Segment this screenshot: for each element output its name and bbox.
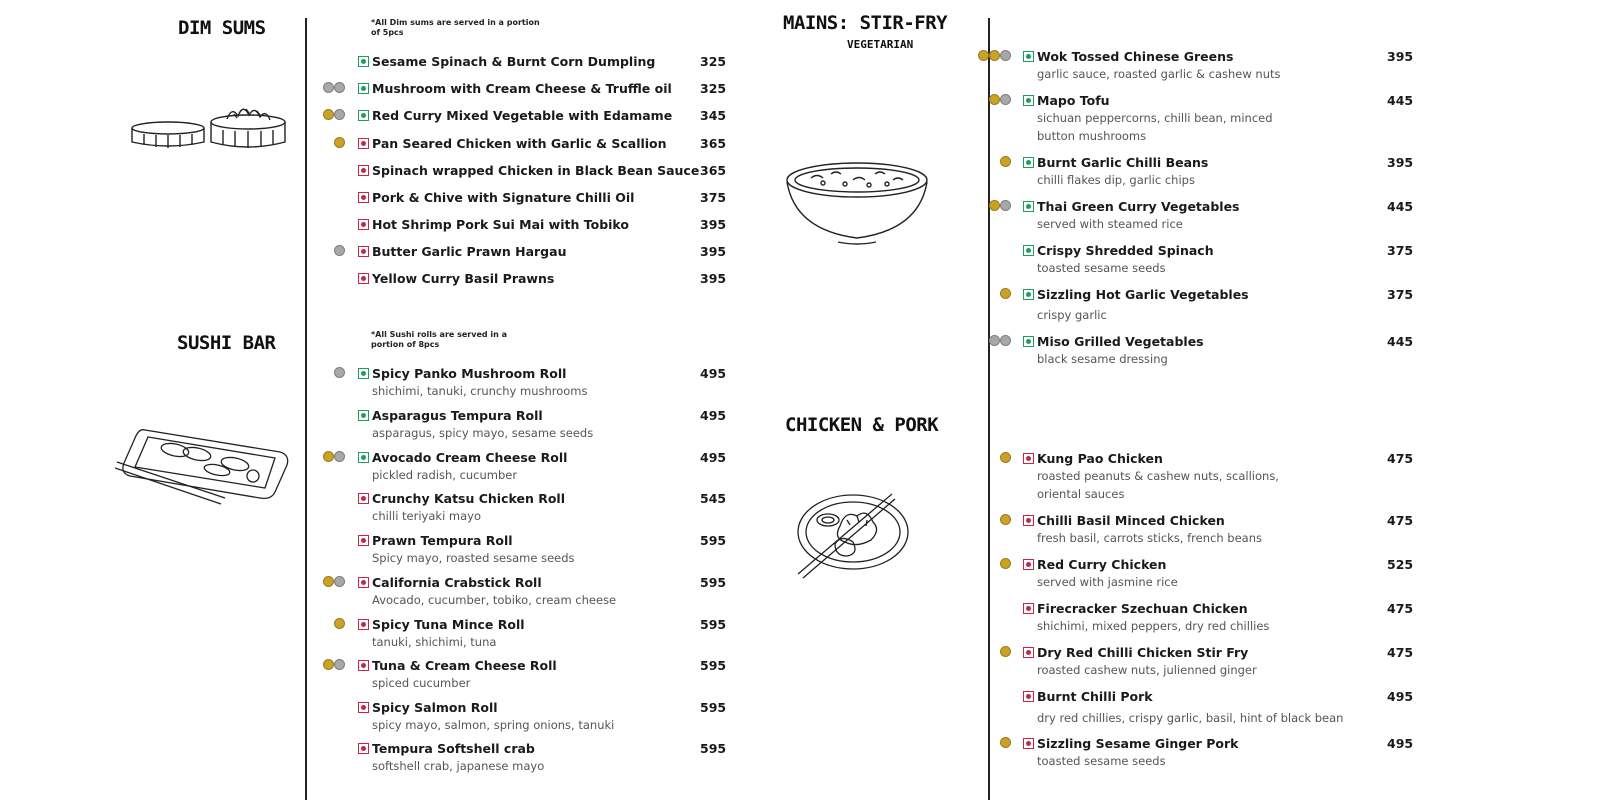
item-price: 395 [700, 271, 727, 286]
item-price: 365 [700, 163, 727, 178]
item-price: 325 [700, 81, 727, 96]
item-price: 365 [700, 136, 727, 151]
chilli-icon [323, 576, 334, 587]
nonveg-icon [1023, 603, 1034, 614]
mains-stir-fry-heading: MAINS: STIR-FRY [783, 12, 948, 34]
item-description: toasted sesame seeds [1037, 261, 1166, 275]
info-icon [323, 82, 334, 93]
item-price: 395 [1387, 49, 1414, 64]
item-price: 375 [700, 190, 727, 205]
sushi-bar-heading: SUSHI BAR [177, 332, 276, 354]
veg-icon [1023, 201, 1034, 212]
item-description: pickled radish, cucumber [372, 468, 518, 482]
item-description: Spicy mayo, roasted sesame seeds [372, 551, 575, 565]
item-description: spicy mayo, salmon, spring onions, tanuki [372, 718, 615, 732]
chicken-pork-heading: CHICKEN & PORK [785, 414, 939, 436]
nonveg-icon [358, 493, 369, 504]
item-description: shichimi, mixed peppers, dry red chillies [1037, 619, 1270, 633]
chilli-icon [1000, 452, 1011, 463]
chilli-icon [323, 451, 334, 462]
menu-page: DIM SUMS *All Dim sums are served in a portion of 5pcs Sesame Spinach & Burnt Corn Dumpling 325 Mushroom with Cream Cheese & Truffle oil 325 Red Curry Mixed Vegetable with Edamame 345 Pan Seared Chicken with Garlic & Scallion 365 Spinach wrapped Chicken in Black Bean Sauce 365 Pork & Chive with Signature Chilli Oil 375 Hot Shrimp Pork Sui Mai with Tobiko 395 Butter Garlic Prawn Hargau 395 Yellow Curry Basil Prawns 395 SUSHI BAR *All Sushi rolls are served in a portion of 8pcs Spicy Panko Mushroom Roll shichimi, tanuki, crunchy mushrooms 495 Asparagus Tempura Roll asparagus, spicy mayo, sesame seeds 495 Avocado Cream Cheese Roll pickled radish, cucumber 495 Crunchy Katsu Chicken Roll chilli teriyaki mayo 545 Prawn Tempura Roll Spicy mayo, roasted sesame seeds 595 California Crabstick Roll Avocado, cucumber, tobiko, cream cheese 595 Spicy Tuna Mince Roll tanuki, shichimi, tuna 595 Tuna & Cream Cheese Roll spiced cucumber 595 Spicy Salmon Roll spicy mayo, salmon, spring onions, tanuki 595 Tempura Softshell crab softshell crab, japanese mayo 595 MAINS: STIR-FRY VEGETARIAN Wok Tossed Chinese Greens garlic sauce, roasted garlic & cashew nuts 395 Mapo Tofu sichuan peppercorns, chilli bean, minced button mushrooms 445 Burnt Garlic Chilli Beans chilli flakes dip, garlic chips 395 Thai Green Curry Vegetables served with steamed rice 445 Crispy Shredded Spinach toasted sesame seeds 375 Sizzling Hot Garlic Vegetables crispy garlic 375 Miso Grilled Vegetables black sesame dressing 445 CHICKEN & PORK Kung Pao Chicken roasted peanuts & cashew nuts, scallions, oriental sauces 475 Chilli Basil Minced Chicken fresh basil, carrots sticks, french beans 475 Red Curry Chicken served with jasmine rice 525 Firecracker Szechuan Chicken shichimi, mixed peppers, dry red chillies 475 Dry Red Chilli Chicken Stir Fry roasted cashew nuts, julienned ginger 475 Burnt Chilli Pork dry red chillies, crispy garlic, basil, hint of black bean 495 Sizzling Sesame Ginger Pork toasted sesame seeds 495 [105, 0, 1475, 800]
nonveg-icon [358, 702, 369, 713]
dim-sums-heading: DIM SUMS [178, 17, 266, 39]
nonveg-icon [358, 619, 369, 630]
item-description: served with steamed rice [1037, 217, 1183, 231]
item-description: chilli teriyaki mayo [372, 509, 482, 523]
info-icon [334, 451, 345, 462]
sushi-bar-note: *All Sushi rolls are served in a portion of 8pcs [371, 330, 508, 349]
item-price: 475 [1387, 451, 1414, 466]
info-icon [334, 82, 345, 93]
nonveg-icon [358, 273, 369, 284]
item-price: 595 [700, 617, 727, 632]
veg-icon [1023, 289, 1034, 300]
veg-icon [358, 410, 369, 421]
nonveg-icon [1023, 647, 1034, 658]
item-price: 375 [1387, 287, 1414, 302]
item-price: 595 [700, 741, 727, 756]
soup-bowl-icon [783, 158, 931, 246]
item-price: 375 [1387, 243, 1414, 258]
item-price: 545 [700, 491, 727, 506]
steamer-basket-icon [130, 100, 290, 155]
chilli-icon [334, 618, 345, 629]
nonveg-icon [358, 743, 369, 754]
item-price: 475 [1387, 645, 1414, 660]
veg-icon [1023, 95, 1034, 106]
chilli-icon [989, 50, 1000, 61]
item-price: 325 [700, 54, 727, 69]
item-price: 495 [700, 408, 727, 423]
item-description: spiced cucumber [372, 676, 471, 690]
item-description: tanuki, shichimi, tuna [372, 635, 497, 649]
info-icon [334, 659, 345, 670]
item-description: shichimi, tanuki, crunchy mushrooms [372, 384, 588, 398]
chilli-icon [1000, 646, 1011, 657]
nonveg-icon [358, 535, 369, 546]
item-description: Avocado, cucumber, tobiko, cream cheese [372, 593, 617, 607]
item-price: 495 [1387, 689, 1414, 704]
info-icon [334, 576, 345, 587]
item-price: 445 [1387, 334, 1414, 349]
item-price: 445 [1387, 199, 1414, 214]
info-icon [334, 367, 345, 378]
chilli-icon [1000, 737, 1011, 748]
veg-icon [1023, 336, 1034, 347]
item-description: fresh basil, carrots sticks, french beans [1037, 531, 1262, 545]
info-icon [334, 109, 345, 120]
item-price: 345 [700, 108, 727, 123]
item-price: 475 [1387, 513, 1414, 528]
veg-icon [358, 110, 369, 121]
dumpling-plate-icon [795, 486, 915, 581]
nonveg-icon [1023, 691, 1034, 702]
item-description: black sesame dressing [1037, 352, 1168, 366]
item-description: crispy garlic [1037, 308, 1107, 322]
item-description: roasted peanuts & cashew nuts, scallions, oriental sauces [1037, 469, 1279, 501]
vegetarian-subheading: VEGETARIAN [847, 38, 914, 51]
veg-icon [358, 83, 369, 94]
info-icon [1000, 50, 1011, 61]
info-icon [1000, 335, 1011, 346]
nonveg-icon [358, 138, 369, 149]
chilli-icon [334, 137, 345, 148]
chilli-icon [323, 109, 334, 120]
info-icon [1000, 200, 1011, 211]
nonveg-icon [358, 219, 369, 230]
dim-sums-note: *All Dim sums are served in a portion of 5pcs [371, 18, 540, 37]
item-description: softshell crab, japanese mayo [372, 759, 545, 773]
nonveg-icon [1023, 559, 1034, 570]
veg-icon [358, 368, 369, 379]
sushi-platter-icon [115, 410, 300, 510]
item-description: served with jasmine rice [1037, 575, 1178, 589]
chilli-icon [989, 94, 1000, 105]
nonveg-icon [358, 660, 369, 671]
nonveg-icon [1023, 738, 1034, 749]
nonveg-icon [358, 577, 369, 588]
nonveg-icon [358, 192, 369, 203]
chilli-icon [1000, 156, 1011, 167]
item-description: asparagus, spicy mayo, sesame seeds [372, 426, 594, 440]
nonveg-icon [358, 246, 369, 257]
item-description: roasted cashew nuts, julienned ginger [1037, 663, 1257, 677]
veg-icon [1023, 51, 1034, 62]
info-icon [334, 245, 345, 256]
veg-icon [358, 56, 369, 67]
info-icon [989, 335, 1000, 346]
item-price: 495 [700, 450, 727, 465]
item-description: toasted sesame seeds [1037, 754, 1166, 768]
nonveg-icon [1023, 515, 1034, 526]
chilli-icon [323, 659, 334, 670]
nonveg-icon [1023, 453, 1034, 464]
item-price: 595 [700, 658, 727, 673]
veg-icon [358, 452, 369, 463]
veg-icon [1023, 157, 1034, 168]
item-price: 595 [700, 700, 727, 715]
veg-icon [1023, 245, 1034, 256]
item-price: 495 [1387, 736, 1414, 751]
chilli-icon [1000, 558, 1011, 569]
chilli-icon [1000, 514, 1011, 525]
item-description: chilli flakes dip, garlic chips [1037, 173, 1195, 187]
item-price: 595 [700, 575, 727, 590]
item-price: 395 [1387, 155, 1414, 170]
divider-left [305, 18, 307, 800]
item-price: 395 [700, 217, 727, 232]
item-description: dry red chillies, crispy garlic, basil, hint of black bean [1037, 711, 1344, 725]
item-price: 445 [1387, 93, 1414, 108]
chilli-icon [1000, 288, 1011, 299]
info-icon [1000, 94, 1011, 105]
item-price: 525 [1387, 557, 1414, 572]
divider-right [988, 18, 990, 800]
chilli-icon [978, 50, 989, 61]
nonveg-icon [358, 165, 369, 176]
item-description: garlic sauce, roasted garlic & cashew nuts [1037, 67, 1281, 81]
chilli-icon [989, 200, 1000, 211]
item-price: 395 [700, 244, 727, 259]
item-description: sichuan peppercorns, chilli bean, minced button mushrooms [1037, 111, 1273, 143]
item-price: 495 [700, 366, 727, 381]
item-price: 475 [1387, 601, 1414, 616]
item-price: 595 [700, 533, 727, 548]
